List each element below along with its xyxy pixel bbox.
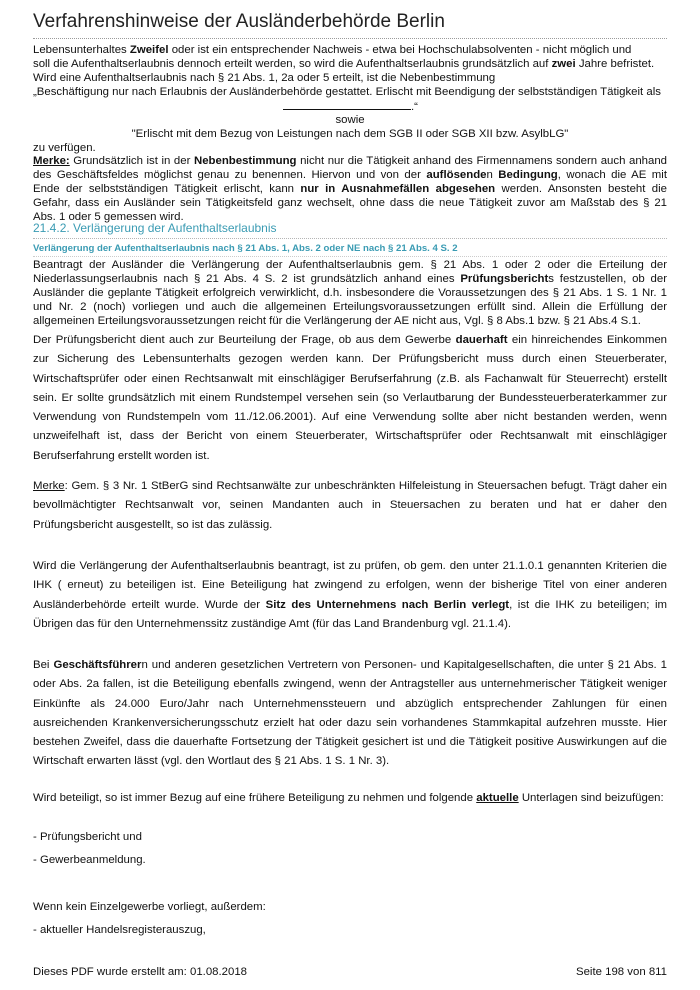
section-heading: 21.4.2. Verlängerung der Aufenthaltserlaubnis <box>33 221 277 235</box>
merke-paragraph-1 <box>33 154 667 224</box>
list-item: - Gewerbeanmeldung. <box>33 854 146 866</box>
para1-line-5: allgemeinen Erteilungsvoraussetzungen reicht für die Verlängerung der AE nicht aus, Vgl. § 8 Abs.1 bzw. § 21 Abs.4 S.1. <box>33 315 641 327</box>
fill-in-blank <box>283 99 411 110</box>
para1-line-2: Niederlassungserlaubnis nach § 21 Abs. 4 S. 2 ist grundsätzlich anhand eines Prüfungsberichts festzustellen, ob der <box>33 273 667 285</box>
page-title: Verfahrenshinweise der Ausländerbehörde Berlin <box>33 11 445 32</box>
intro-paragraph <box>33 43 667 155</box>
merke1-line-1: Merke: Grundsätzlich ist in der Nebenbestimmung nicht nur die Tätigkeit anhand des Firmennamens sondern auch anhand <box>33 155 667 167</box>
paragraph-unterlagen: Wird beteiligt, so ist immer Bezug auf eine frühere Beteiligung zu nehmen und folgende aktuelle Unterlagen sind beizufügen: <box>33 792 664 804</box>
paragraph-einzelgewerbe: Wenn kein Einzelgewerbe vorliegt, außerdem: <box>33 901 266 913</box>
intro-line-5: .“ <box>33 99 667 113</box>
paragraph-geschaeftsfuehrer: Bei Geschäftsführern und anderen gesetzlichen Vertretern von Personen- und Kapitalgesellschaften, die unter § 21 Abs. 1 oder Abs. 2a fallen, ist die Beteiligung ebenfalls zwingend, wenn der Antragsteller aus unternehmerischer Tätigkeit weniger Einkünfte als 24.000 Euro/Jahr nach Unternehmenssteuern und abzüglich entsprechender Zahlungen für einen ausreichenden Krankenversicherungsschutz erzielt hat oder dazu sein vorhandenes Stammkapital aufzehren musste. Hier bestehen Zweifel, dass die dauerhafte Fortsetzung der Tätigkeit gesichert ist und die Tätigkeit positive Auswirkungen auf die Wirtschaft erwarten lässt (vgl. den Wortlaut des § 21 Abs. 1 S. 1 Nr. 3). <box>33 659 667 768</box>
intro-line-1: Lebensunterhaltes Zweifel oder ist ein entsprechender Nachweis - etwa bei Hochschulabsolventen - nicht möglich und <box>33 44 632 56</box>
intro-line-7: "Erlischt mit dem Bezug von Leistungen nach dem SGB II oder SGB XII bzw. AsylbLG" <box>131 128 569 140</box>
para1-line-4: und Nr. 2 (noch) vorliegen und auch die allgemeinen Erteilungsvoraussetzungen erfüllt sind. Allein die Erfüllung der <box>33 301 667 313</box>
section-divider <box>33 238 667 239</box>
merke1-line-3: Ende der selbstständigen Tätigkeit erlischt, kann nur in Ausnahmefällen abgesehen werden. Ansonsten besteht die <box>33 183 667 195</box>
paragraph-pruefungsbericht: Der Prüfungsbericht dient auch zur Beurteilung der Frage, ob aus dem Gewerbe dauerhaft ein hinreichendes Einkommen zur Sicherung des Lebensunterhalts gezogen werden kann. Der Prüfungsbericht muss durch einen Steuerberater, Wirtschaftsprüfer oder einen Rechtsanwalt mit einschlägiger Berufserfahrung (z.B. als Fachanwalt für Steuerrecht) erstellt sein. Er sollte grundsätzlich mit einem Rundstempel versehen sein (so Verlautbarung der Bundessteuerberaterkammer zur Verwendung von Rundstempeln vom 11./12.06.2001). Auf eine Verwendung sollte aber nicht bestanden werden, wenn unzweifelhaft ist, dass der Bericht von einem Steuerberater, Wirtschaftsprüfer oder Rechtsanwalt mit einschlägiger Berufserfahrung erstellt worden ist. <box>33 334 667 462</box>
intro-line-6: sowie <box>335 114 365 126</box>
merke-paragraph-2: Merke: Gem. § 3 Nr. 1 StBerG sind Rechtsanwälte zur unbeschränkten Hilfeleistung in Steuersachen befugt. Trägt daher ein bevollmächtigter Rechtsanwalt vor, seinen Mandanten auch in Steuersachen zu beraten und hat er daher den Prüfungsbericht ausgestellt, so ist das zulässig. <box>33 480 667 531</box>
subsection-heading: Verlängerung der Aufenthaltserlaubnis nach § 21 Abs. 1, Abs. 2 oder NE nach § 21 Abs. 4 S. 2 <box>33 243 458 254</box>
para1-line-3: Ausländer die geplante Tätigkeit erfolgreich verwirklicht, d.h. insbesondere die Voraussetzungen des § 21 Abs. 1 S. 1 Nr. 1 <box>33 287 667 299</box>
intro-line-3: Wird eine Aufenthaltserlaubnis nach § 21 Abs. 1, 2a oder 5 erteilt, ist die Nebenbestimmung <box>33 72 496 84</box>
merke1-line-4: Gefahr, dass ein Ausländer sein Tätigkeitsfeld ganz wechselt, ohne dass die neue Tätigkeit zuvor am Maßstab des § 21 <box>33 197 667 209</box>
intro-line-4: „Beschäftigung nur nach Erlaubnis der Ausländerbehörde gestattet. Erlischt mit Beendigung der selbstständigen Tätigkeit als <box>33 86 661 98</box>
subsection-divider <box>33 256 667 257</box>
footer-page-number: Seite 198 von 811 <box>576 966 667 978</box>
para1-line-1: Beantragt der Ausländer die Verlängerung der Aufenthaltserlaubnis gem. § 21 Abs. 1 oder 2 oder die Erteilung der <box>33 259 667 271</box>
footer-created-date: Dieses PDF wurde erstellt am: 01.08.2018 <box>33 966 247 978</box>
title-divider <box>33 38 667 39</box>
merke1-line-2: des Geschäftsfeldes möglichst genau zu benennen. Hiervon und von der auflösenden Bedingung, wonach die AE mit <box>33 169 667 181</box>
intro-line-8: zu verfügen. <box>33 142 96 154</box>
paragraph-verlaengerung <box>33 258 667 328</box>
merke1-line-5: Abs. 1 oder 5 gemessen wird. <box>33 211 184 223</box>
list-item: - aktueller Handelsregisterauszug, <box>33 924 206 936</box>
list-item: - Prüfungsbericht und <box>33 831 142 843</box>
paragraph-ihk-beteiligung: Wird die Verlängerung der Aufenthaltserlaubnis beantragt, ist zu prüfen, ob gem. den unter 21.1.0.1 genannten Kriterien die IHK ( erneut) zu beteiligen ist. Eine Beteiligung hat zwingend zu erfolgen, wenn der bisherige Titel von einer anderen Ausländerbehörde erteilt wurde. Wurde der Sitz des Unternehmens nach Berlin verlegt, ist die IHK zu beteiligen; im Übrigen das für den Unternehmenssitz zuständige Amt (für das Land Brandenburg vgl. 21.1.4). <box>33 560 667 630</box>
intro-line-2: soll die Aufenthaltserlaubnis dennoch erteilt werden, so wird die Aufenthaltserlaubnis grundsätzlich auf zwei Jahre befristet. <box>33 58 655 70</box>
